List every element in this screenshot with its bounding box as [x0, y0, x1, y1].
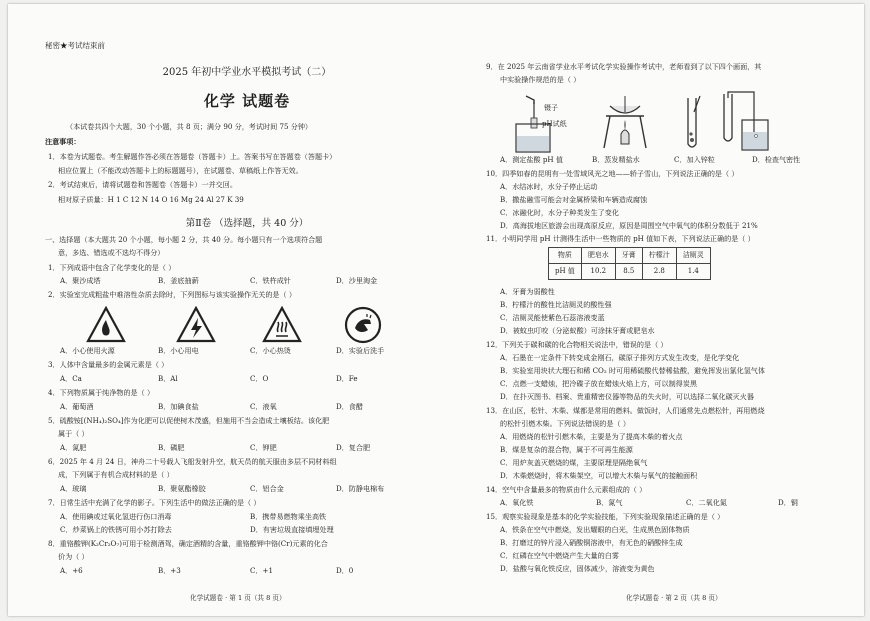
section-instruction-a: 一、选择题（本大题共 20 个小题，每小题 2 分，共 40 分。每小题只有一个选项符合题	[45, 235, 323, 244]
q13-option-a: A．用燃烧的松针引燃木柴，主要是为了提高木柴的着火点	[500, 432, 683, 441]
q3-option-b: B．Al	[158, 374, 178, 383]
q9-option-d: D．检查气密性	[752, 155, 801, 164]
q12-option-b: B．实验室用块状大理石和稀 CO₂ 时可用稀硫酸代替稀盐酸，避免挥发出氯化氢气体	[500, 366, 765, 375]
hot-surface-icon	[262, 306, 302, 344]
q5-option-d: D．复合肥	[336, 443, 371, 452]
q9-option-a: A．测定盐酸 pH 值	[500, 155, 563, 164]
question-15: 15．观察实验现象是基本的化学实验技能，下列实验现象描述正确的是（ ）	[486, 512, 725, 521]
q15-option-d: D．盐酸与氧化铁反应，固体减少，溶液变为黄色	[500, 564, 655, 573]
fire-warning-icon	[86, 306, 126, 344]
question-10: 10．四季如春的昆明有一处雪域风光之地——轿子雪山，下列说法正确的是（ ）	[486, 169, 739, 178]
atomic-mass-line: 相对原子质量：H 1 C 12 N 14 O 16 Mg 24 Al 27 K 39	[58, 195, 244, 204]
q7-option-b: B．携带易燃物乘坐高铁	[250, 512, 327, 521]
question-14: 14．空气中含量最多的物质由什么元素组成的（ ）	[486, 485, 647, 494]
left-page	[40, 4, 454, 616]
question-9b: 中实验操作规范的是（ ）	[500, 75, 581, 84]
q5-option-c: C．钾肥	[250, 443, 277, 452]
add-zinc-diagram	[672, 92, 712, 152]
q2-option-c: C．小心热烫	[250, 346, 291, 355]
question-7: 7．日常生活中充满了化学的影子。下列生活中的做法正确的是（ ）	[48, 498, 261, 507]
question-12: 12．下列关于碳和碳的化合物相关说法中，错误的是（ ）	[486, 340, 668, 349]
table-header-cell: 肥皂水	[581, 248, 615, 264]
q10-option-d: D．高海拔地区旅游会出现高原反应，原因是周围空气中氧气的体积分数低于 21%	[500, 221, 758, 230]
ph-paper-label: pH试纸	[542, 120, 567, 128]
secret-label: 秘密★考试结束前	[45, 41, 105, 50]
question-13a: 13．在山区，松针、木柴、煤都是常用的燃料。做饭时，人们通常先点燃松针，再用燃烧	[486, 406, 765, 415]
table-header-cell: 柠檬汁	[642, 248, 676, 264]
table-cell: 1.4	[676, 264, 710, 280]
q9-option-b: B．蒸发精盐水	[592, 155, 640, 164]
question-8b: 价为（ ）	[58, 552, 89, 561]
evaporation-diagram	[596, 92, 654, 152]
section-instruction-b: 意，多选、错选或不选均不得分）	[58, 248, 165, 257]
q12-option-a: A．石墨在一定条件下转变成金刚石，碳原子排列方式发生改变，是化学变化	[500, 353, 740, 362]
q14-option-c: C．二氧化氮	[686, 498, 727, 507]
right-page	[486, 4, 870, 616]
q12-option-d: D．在扑灭图书、档案、贵重精密仪器等物品的失火时，可以选择二氧化碳灭火器	[500, 392, 754, 401]
q6-option-d: D．防静电棉布	[336, 484, 385, 493]
q11-option-c: C．洁厕灵能使紫色石蕊溶液变蓝	[500, 313, 605, 322]
q3-option-a: A．Ca	[60, 374, 82, 383]
q4-option-a: A．葡萄酒	[60, 402, 94, 411]
q5-option-b: B．磷肥	[158, 443, 185, 452]
q13-option-b: B．煤是复杂的混合物，属于不可再生能源	[500, 445, 633, 454]
table-header-cell: 洁厕灵	[676, 248, 710, 264]
question-8a: 8．重铬酸钾(K₂Cr₂O₇)可用于检测酒驾，确定酒精的含量，重铬酸钾中铬(Cr)元素的化合	[48, 539, 328, 548]
q13-option-d: D．木柴燃烧时，将木柴架空，可以增大木柴与氧气的接触面积	[500, 471, 698, 480]
electric-warning-icon	[176, 306, 216, 344]
notice-1a: 1．本卷为试题卷。考生解题作答必须在答题卷（答题卡）上。答案书写在答题卷（答题卡）	[48, 152, 337, 161]
section-title: 第Ⅱ卷 （选择题，共 40 分）	[185, 218, 309, 229]
q15-option-c: C．红磷在空气中燃烧产生大量的白雾	[500, 551, 619, 560]
wash-hands-icon	[344, 306, 382, 344]
q1-option-c: C．铁杵成针	[250, 276, 291, 285]
q3-option-d: D．Fe	[336, 374, 358, 383]
notice-heading: 注意事项：	[45, 137, 81, 146]
subject-title: 化学 试题卷	[203, 92, 291, 110]
table-cell: pH 值	[549, 264, 582, 280]
q3-option-c: C．O	[250, 374, 269, 383]
question-13b: 的松针引燃木柴。下列说法错误的是（ ）	[500, 419, 630, 428]
q8-option-a: A．+6	[60, 566, 83, 575]
q14-option-d: D．铜	[778, 498, 798, 507]
table-cell: 2.8	[642, 264, 676, 280]
airtightness-diagram	[718, 90, 776, 154]
q11-option-d: D．被蚊虫叮咬（分泌蚁酸）可涂抹牙膏或肥皂水	[500, 326, 655, 335]
q1-option-a: A．聚沙成塔	[60, 276, 101, 285]
q15-option-b: B．打磨过的锌片浸入硝酸铜溶液中，有无色的硝酸锌生成	[500, 538, 683, 547]
q4-option-d: D．食醋	[336, 402, 363, 411]
q1-option-b: B．釜底抽薪	[158, 276, 199, 285]
q10-option-a: A．水结冰时，水分子停止运动	[500, 182, 598, 191]
q2-option-a: A．小心使用火源	[60, 346, 115, 355]
q6-option-a: A．玻璃	[60, 484, 87, 493]
q8-option-b: B．+3	[158, 566, 181, 575]
q5-option-a: A．氮肥	[60, 443, 87, 452]
q6-option-c: C．铝合金	[250, 484, 284, 493]
q2-option-b: B．小心用电	[158, 346, 199, 355]
ph-value-table	[548, 247, 711, 280]
question-6b: 成，下列属于有机合成材料的是（ ）	[58, 470, 174, 479]
q14-option-a: A．氧化铁	[500, 498, 534, 507]
q8-option-d: D．0	[336, 566, 354, 575]
question-2: 2．实验室完成粗盐中难溶性杂质去除时，下列图标与该实验操作无关的是（ ）	[48, 290, 296, 299]
notice-1b: 相应位置上（不能改动答题卡上的标题题号），在试题卷、草稿纸上作答无效。	[58, 166, 303, 175]
page-footer-2: 化学试题卷 · 第 2 页（共 8 页）	[626, 594, 722, 602]
q10-option-c: C．冰融化时，水分子种类发生了变化	[500, 208, 619, 217]
q14-option-b: B．氮气	[596, 498, 623, 507]
q11-option-a: A．牙膏为弱酸性	[500, 287, 555, 296]
q13-option-c: C．用炉灰盖灭燃烧的煤，主要原理是隔绝氧气	[500, 458, 648, 467]
table-cell: 10.2	[581, 264, 615, 280]
table-header-cell: 物质	[549, 248, 582, 264]
q11-option-b: B．柠檬汁的酸性比洁厕灵的酸性强	[500, 300, 612, 309]
question-9a: 9．在 2025 年云南省学业水平考试化学实验操作考试中，老师看到了以下四个画面，其	[486, 62, 762, 71]
q8-option-c: C．+1	[250, 566, 273, 575]
notice-2: 2．考试结束后，请将试题卷和答题卷（答题卡）一并交回。	[48, 180, 237, 189]
question-5a: 5．硫酸铵[(NH₄)₂SO₄]作为化肥可以促使树木茂盛，但施用不当会造成土壤板结。该化肥	[48, 416, 330, 425]
q10-option-b: B．撒盐融雪可能会对金属桥梁和车辆造成腐蚀	[500, 195, 648, 204]
question-4: 4．下列物质属于纯净物的是（ ）	[48, 388, 155, 397]
question-3: 3．人体中含量最多的金属元素是（ ）	[48, 360, 169, 369]
q7-option-c: C．炒菜锅上的铁锈可用小苏打除去	[60, 525, 172, 534]
q7-option-d: D．有害垃圾直接填埋处理	[250, 525, 334, 534]
q1-option-d: D．沙里淘金	[336, 276, 378, 285]
exam-title: 2025 年初中学业水平模拟考试（二）	[162, 67, 332, 78]
q4-option-c: C．液氧	[250, 402, 277, 411]
q2-option-d: D．实验后洗手	[336, 346, 385, 355]
question-6a: 6．2025 年 4 月 24 日，神舟二十号载人飞船发射升空，航天员的航天服由多层不同材料组	[48, 457, 337, 466]
q7-option-a: A．使用碘或过氧化氢进行伤口消毒	[60, 512, 172, 521]
q6-option-b: B．聚氨酯橡胶	[158, 484, 206, 493]
exam-sheet	[8, 4, 864, 616]
q4-option-b: B．加碘食盐	[158, 402, 199, 411]
question-11: 11．小明同学用 pH 计测得生活中一些物质的 pH 值如下表，下列说法正确的是（ ）	[486, 234, 755, 243]
question-5b: 属于（ ）	[58, 429, 89, 438]
table-header-cell: 牙膏	[615, 248, 642, 264]
table-cell: 8.5	[615, 264, 642, 280]
q9-option-c: C．加入锌粒	[674, 155, 715, 164]
table-row	[549, 248, 711, 264]
question-1: 1．下列成语中包含了化学变化的是（ ）	[48, 263, 176, 272]
q15-option-a: A．铁条在空气中燃烧，发出耀眼的白光，生成黑色固体物质	[500, 525, 690, 534]
exam-intro: （本试卷共四个大题，30 个小题，共 8 页；满分 90 分，考试时间 75 分钟）	[66, 122, 312, 131]
tweezers-label: 镊子	[544, 104, 558, 112]
q12-option-c: C．点燃一支蜡烛，把冷碟子放在蜡烛火焰上方，可以制得炭黑	[500, 379, 697, 388]
page-footer-1: 化学试题卷 · 第 1 页（共 8 页）	[190, 594, 286, 602]
table-row	[549, 264, 711, 280]
